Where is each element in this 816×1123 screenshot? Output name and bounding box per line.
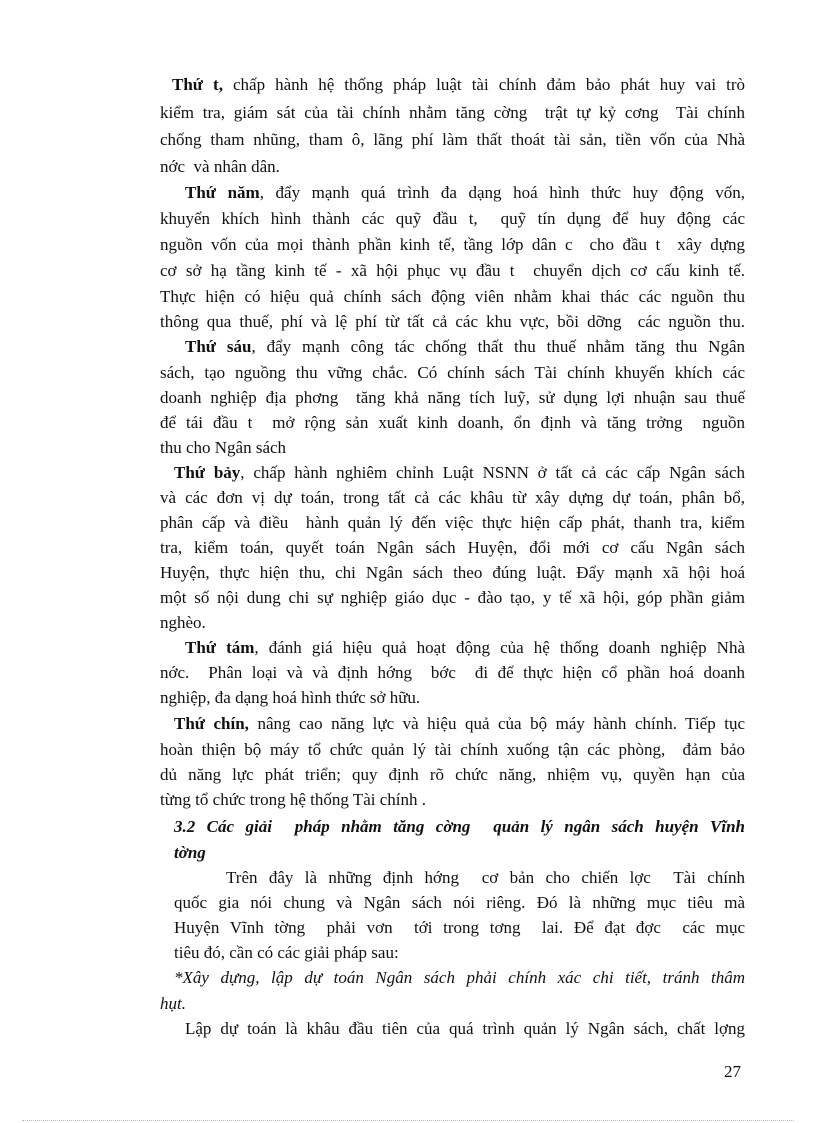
paragraph-line: từng tổ chức trong hệ thống Tài chính .	[160, 790, 426, 809]
paragraph-line: Thứ bảy, chấp hành nghiêm chỉnh Luật NSNN ở tất cả các cấp Ngân sách	[174, 463, 745, 482]
page-number: 27	[724, 1062, 741, 1081]
section-heading: 3.2 Các giải pháp nhằm tăng cờng quản lý ngân sách huyện Vĩnh	[174, 817, 745, 836]
paragraph-line: phân cấp và điều hành quản lý đến việc thực hiện cấp phát, thanh tra, kiểm	[160, 513, 745, 532]
paragraph-line: khuyến khích hình thành các quỹ đầu t, quỹ tín dụng để huy động các	[160, 209, 745, 228]
paragraph-line: thu cho Ngân sách	[160, 438, 287, 457]
paragraph-line: chống tham nhũng, tham ô, lãng phí làm thất thoát tài sản, tiền vốn của Nhà	[160, 130, 745, 149]
paragraph-line: nớc và nhân dân.	[160, 157, 280, 176]
paragraph-line: doanh nghiệp địa phơng tăng khả năng tích luỹ, sử dụng lợi nhuận sau thuế	[160, 388, 745, 407]
paragraph-line: nghiệp, đa dạng hoá hình thức sở hữu.	[160, 688, 421, 707]
paragraph-line: nớc. Phân loại và và định hớng bớc đi để thực hiện cổ phần hoá doanh	[160, 663, 745, 682]
paragraph-lead: Thứ năm	[185, 183, 260, 202]
paragraph-line: kiểm tra, giám sát của tài chính nhằm tăng cờng trật tự kỷ cơng Tài chính	[160, 103, 745, 122]
italic-subheading: *Xây dựng, lập dự toán Ngân sách phải chính xác chi tiết, tránh thâm	[174, 968, 745, 987]
paragraph-line: nguồn vốn của mọi thành phần kinh tế, tầng lớp dân c cho đầu t xây dựng	[160, 235, 745, 254]
paragraph-lead: Thứ bảy	[174, 463, 241, 482]
paragraph-line: Huyện, thực hiện thu, chi Ngân sách theo đúng luật. Đẩy mạnh xã hội hoá	[160, 563, 745, 582]
paragraph-lead: Thứ sáu	[185, 337, 252, 356]
paragraph-line: cơ sở hạ tầng kinh tế - xã hội phục vụ đầu t chuyển dịch cơ cấu kinh tế.	[160, 261, 745, 280]
paragraph-line: hoàn thiện bộ máy tổ chức quản lý tài chính xuống tận các phòng, đảm bảo	[160, 740, 745, 759]
paragraph-line: dủ năng lực phát triển; quy định rõ chức năng, nhiệm vụ, quyền hạn của	[160, 765, 745, 784]
paragraph-line: sách, tạo nguồng thu vững chắc. Có chính sách Tài chính khuyến khích các	[160, 363, 745, 382]
italic-subheading: hụt.	[160, 994, 186, 1013]
paragraph-line: Trên đây là những định hớng cơ bản cho chiến lợc Tài chính	[226, 868, 745, 887]
paragraph-line: Huyện Vĩnh tờng phải vơn tới trong tơng lai. Để đạt đợc các mục	[174, 918, 745, 937]
paragraph-line: Lập dự toán là khâu đầu tiên của quá trình quản lý Ngân sách, chất lợng	[185, 1019, 745, 1038]
paragraph-line: quốc gia nói chung và Ngân sách nói riêng. Đó là những mục tiêu mà	[174, 893, 745, 912]
paragraph-line: Thứ t, chấp hành hệ thống pháp luật tài chính đảm bảo phát huy vai trò	[172, 75, 746, 94]
paragraph-line: Thứ năm, đẩy mạnh quá trình đa dạng hoá hình thức huy động vốn,	[185, 183, 745, 202]
paragraph-line: Thứ chín, nâng cao năng lực và hiệu quả của bộ máy hành chính. Tiếp tục	[174, 714, 745, 733]
paragraph-line: Thực hiện có hiệu quả chính sách động viên nhằm khai thác các nguồn thu	[160, 287, 745, 306]
paragraph-line: Thứ sáu, đẩy mạnh công tác chống thất thu thuế nhằm tăng thu Ngân	[185, 337, 745, 356]
paragraph-line: một số nội dung chi sự nghiệp giáo dục - đào tạo, y tế xã hội, góp phần giảm	[160, 588, 745, 607]
paragraph-line: Thứ tám, đánh giá hiệu quả hoạt động của hệ thống doanh nghiệp Nhà	[185, 638, 745, 657]
paragraph-line: và các đơn vị dự toán, trong tất cả các khâu từ xây dựng dự toán, phân bổ,	[160, 488, 745, 507]
paragraph-lead: Thứ chín,	[174, 714, 249, 733]
paragraph-line: tra, kiểm toán, quyết toán Ngân sách Huyện, đổi mới cơ cấu Ngân sách	[160, 538, 745, 557]
paragraph-line: tiêu đó, cần có các giải pháp sau:	[174, 943, 399, 962]
paragraph-lead: Thứ tám	[185, 638, 255, 657]
section-heading: tờng	[174, 843, 206, 862]
page-divider	[22, 1120, 794, 1121]
paragraph-line: thông qua thuế, phí và lệ phí từ tất cả các khu vực, bồi dỡng các nguồn thu.	[160, 312, 745, 331]
paragraph-line: nghèo.	[160, 613, 206, 632]
paragraph-line: để tái đầu t mở rộng sản xuất kinh doanh, ổn định và tăng trởng nguồn	[160, 413, 745, 432]
paragraph-lead: Thứ t,	[172, 75, 223, 94]
